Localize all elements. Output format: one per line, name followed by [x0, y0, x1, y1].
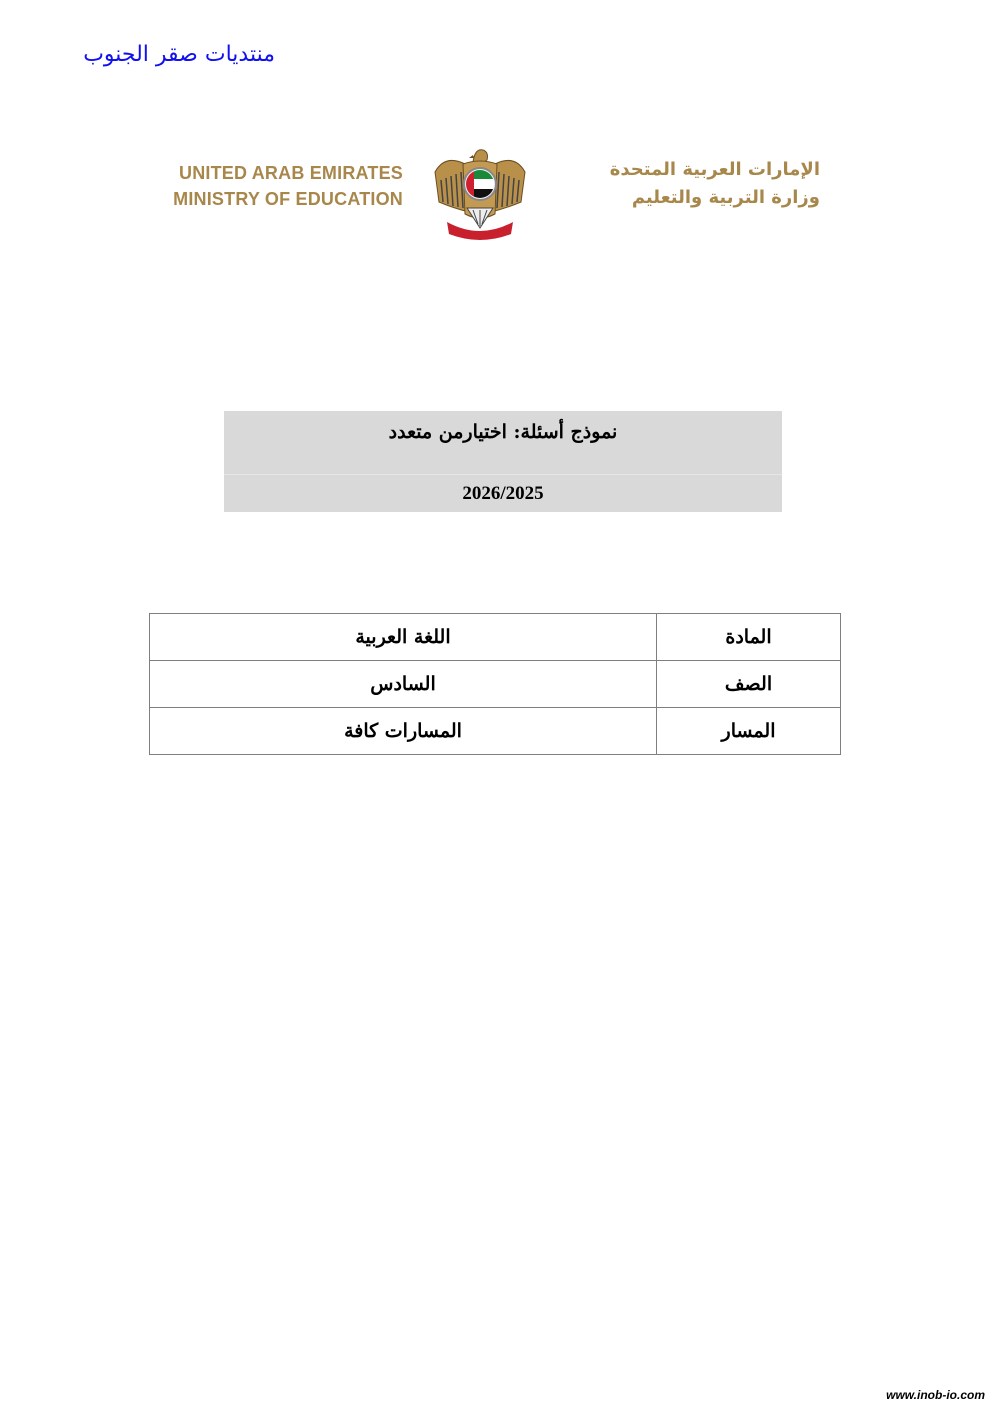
row-label: المادة — [657, 614, 841, 661]
row-label: المسار — [657, 708, 841, 755]
exam-title-box — [224, 411, 782, 512]
ar-line-ministry: وزارة التربية والتعليم — [631, 187, 820, 208]
row-value: اللغة العربية — [150, 614, 657, 661]
en-line-ministry: MINISTRY OF EDUCATION — [173, 189, 403, 209]
academic-year: 2026/2025 — [462, 483, 544, 504]
ministry-name-arabic — [545, 156, 820, 212]
table-row-grade — [150, 661, 841, 708]
row-value: السادس — [150, 661, 657, 708]
row-value: المسارات كافة — [150, 708, 657, 755]
ministry-header — [120, 140, 840, 250]
ar-line-country: الإمارات العربية المتحدة — [609, 159, 820, 180]
en-line-country: UNITED ARAB EMIRATES — [179, 163, 403, 183]
subject-info-table — [149, 613, 841, 755]
row-label: الصف — [657, 661, 841, 708]
exam-title: نموذج أسئلة: اختيارمن متعدد — [388, 421, 618, 443]
uae-falcon-emblem-icon — [425, 142, 535, 242]
table-row-track — [150, 708, 841, 755]
forum-watermark-link[interactable]: منتديات صقر الجنوب — [83, 42, 275, 67]
ministry-name-english — [128, 160, 403, 212]
table-row-subject — [150, 614, 841, 661]
footer-website-url: www.inob-io.com — [886, 1388, 985, 1402]
